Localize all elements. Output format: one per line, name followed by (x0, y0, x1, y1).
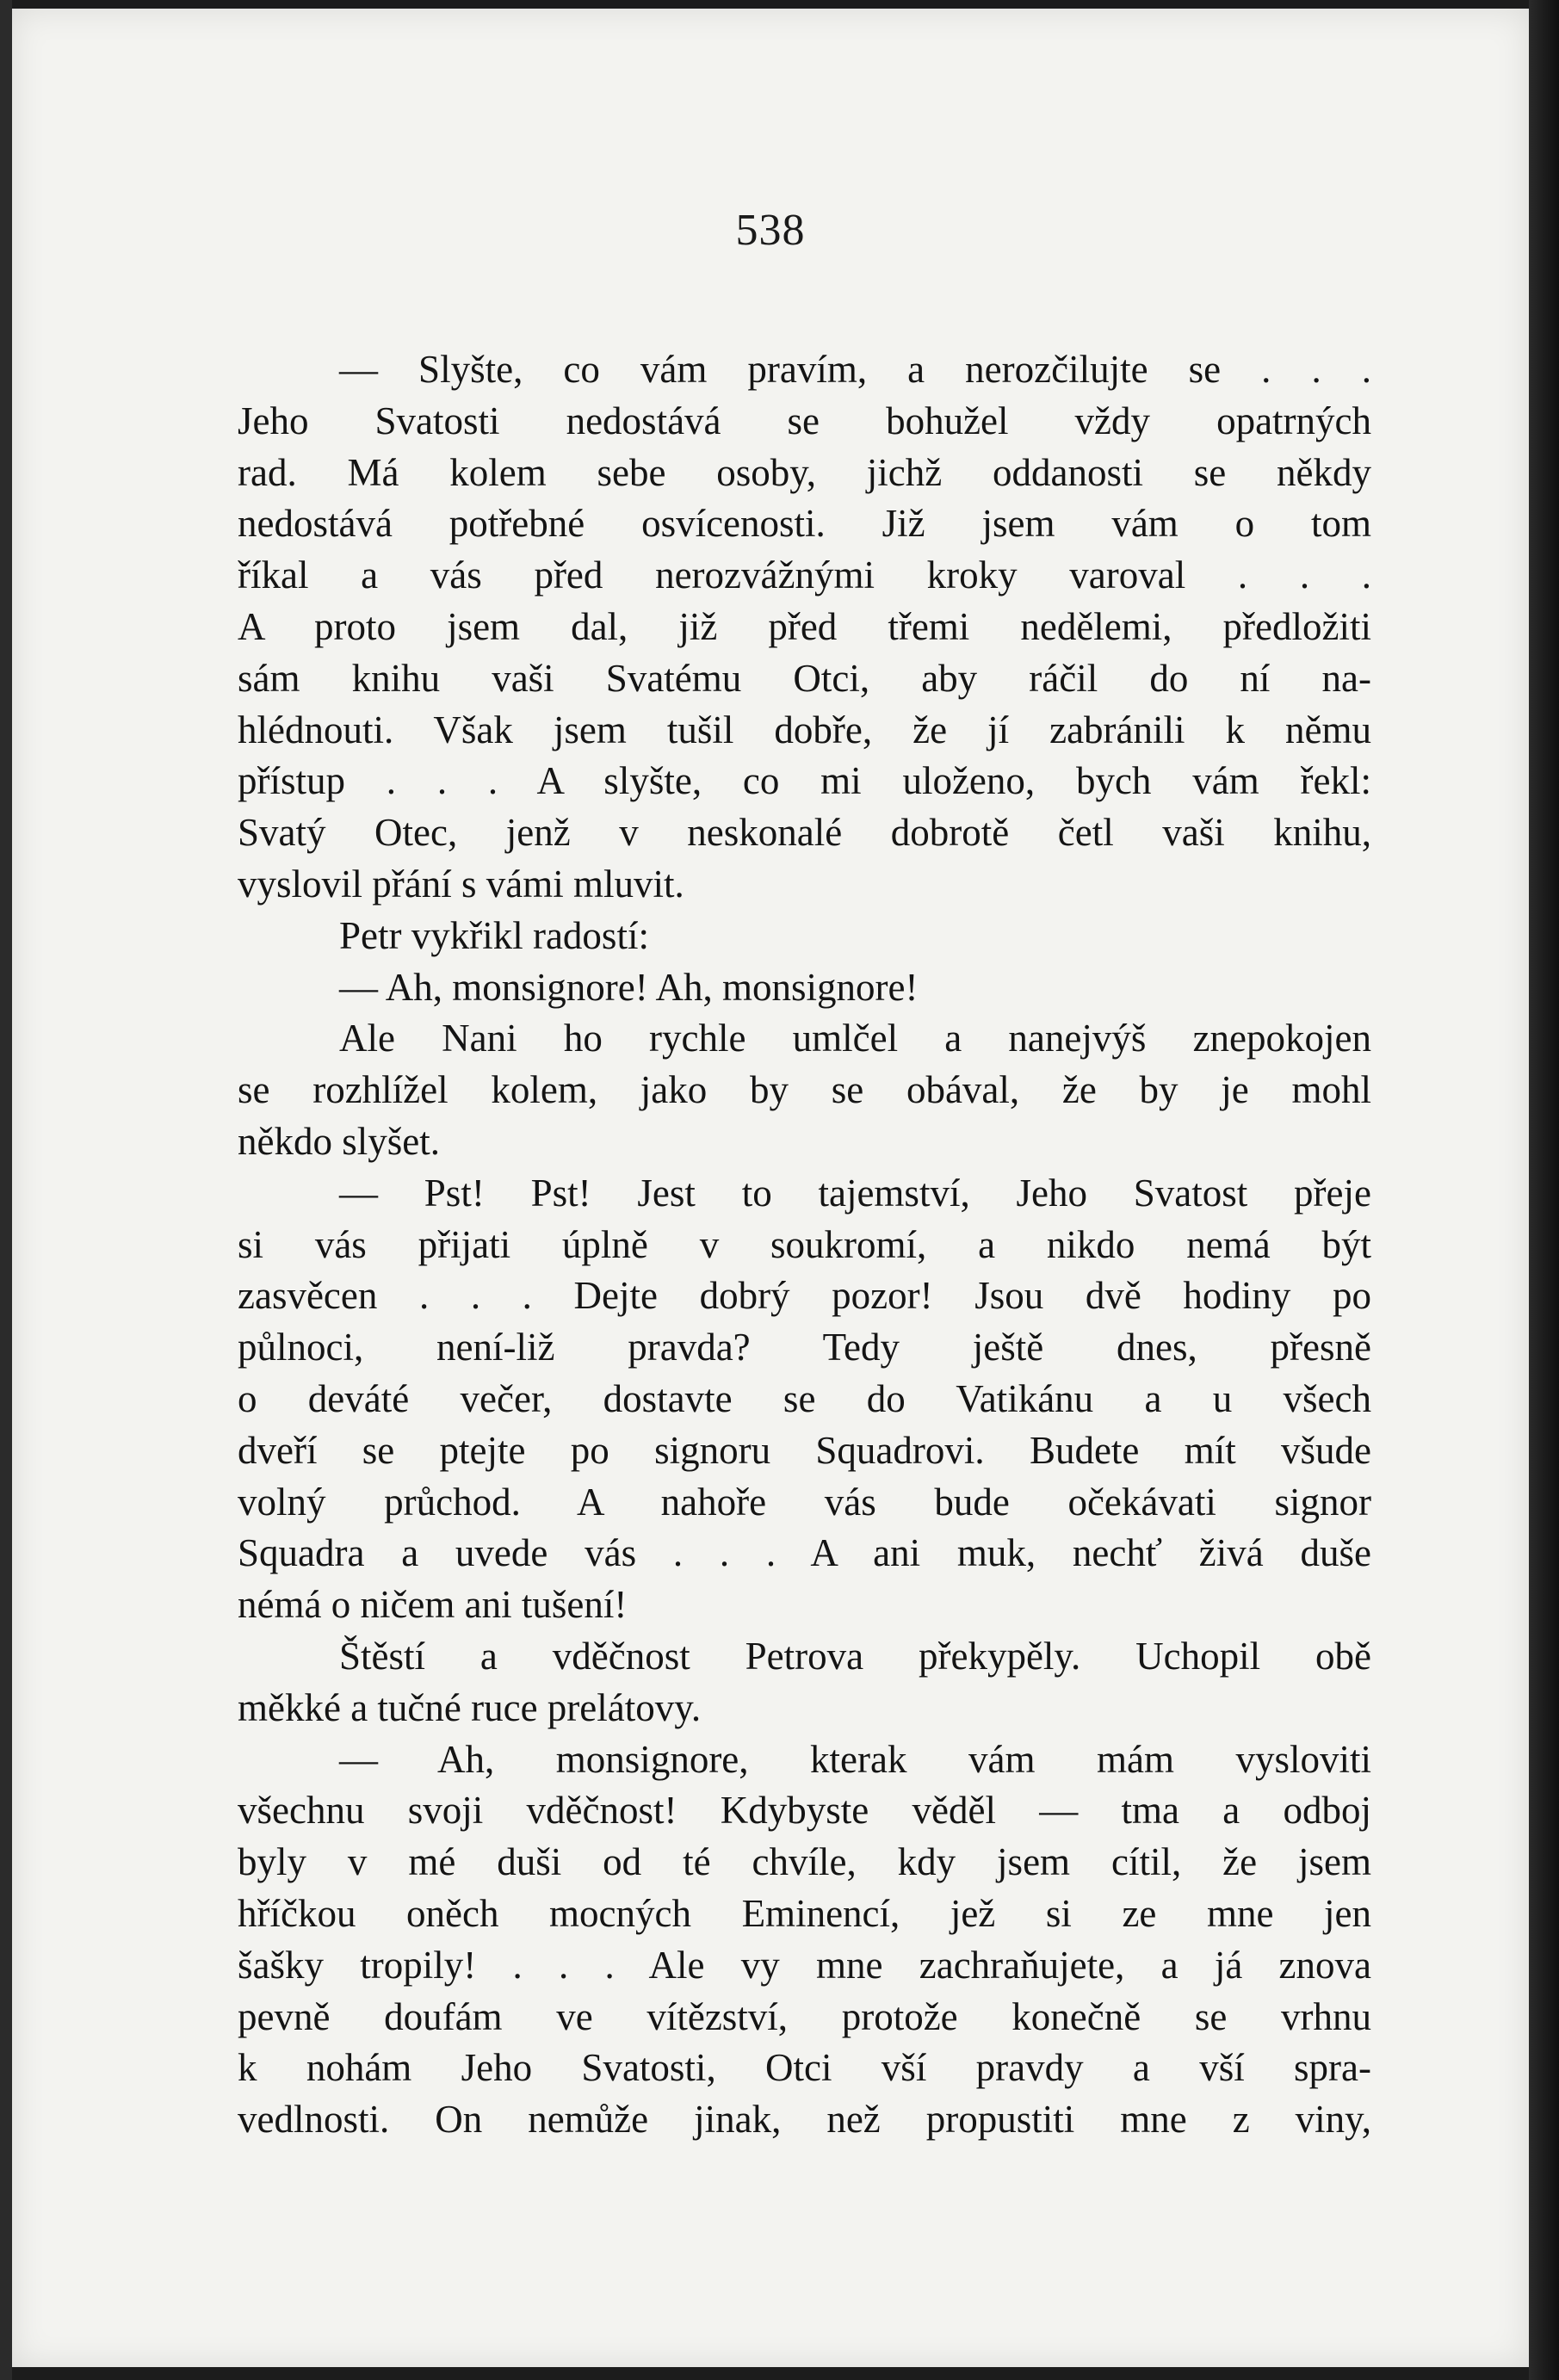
text-line: se rozhlížel kolem, jako by se obával, že by je mohl (238, 1068, 1371, 1112)
text-line: Squadra a uvede vás . . . A ani muk, nechť živá duše (238, 1531, 1371, 1575)
text-line: si vás přijati úplně v soukromí, a nikdo nemá být (238, 1222, 1371, 1266)
text-line: měkké a tučné ruce prelátovy. (238, 1685, 702, 1729)
text-line: říkal a vás před nerozvážnými kroky varoval . . . (238, 553, 1371, 597)
text-line: vedlnosti. On nemůže jinak, než propustiti mne z viny, (238, 2098, 1371, 2142)
text-line: volný průchod. A nahoře vás bude očekávati signor (238, 1480, 1371, 1524)
text-line: Ale Nani ho rychle umlčel a nanejvýš znepokojen (339, 1017, 1371, 1060)
text-line: všechnu svoji vděčnost! Kdybyste věděl — tma a odboj (238, 1789, 1371, 1833)
text-line: pevně doufám ve vítězství, protože konečně se vrhnu (238, 1994, 1371, 2038)
text-line: Petr vykřikl radostí: (339, 913, 649, 957)
text-line: Štěstí a vděčnost Petrova překypěly. Uchopil obě (339, 1634, 1371, 1678)
text-line: — Pst! Pst! Jest to tajemství, Jeho Svatost přeje (339, 1171, 1371, 1215)
page-number: 538 (735, 206, 806, 255)
text-line: zasvěcen . . . Dejte dobrý pozor! Jsou dvě hodiny po (238, 1274, 1371, 1318)
text-line: k nohám Jeho Svatosti, Otci vší pravdy a vší spra- (238, 2046, 1371, 2090)
text-line: — Ah, monsignore, kterak vám mám vysloviti (339, 1737, 1371, 1781)
text-line: — Slyšte, co vám pravím, a nerozčilujte se . . . (339, 348, 1371, 391)
text-line: Svatý Otec, jenž v neskonalé dobrotě četl vaši knihu, (238, 811, 1371, 855)
page-text (238, 344, 1371, 2146)
text-line: nedostává potřebné osvícenosti. Již jsem vám o tom (238, 502, 1371, 546)
text-line: hlédnouti. Však jsem tušil dobře, že jí zabránili k němu (238, 708, 1371, 751)
text-line: někdo slyšet. (238, 1119, 440, 1163)
text-line: sám knihu vaši Svatému Otci, aby ráčil do ní na- (238, 656, 1371, 700)
text-line: némá o ničem ani tušení! (238, 1583, 628, 1627)
text-line: dveří se ptejte po signoru Squadrovi. Budete mít všude (238, 1428, 1371, 1472)
text-line: o deváté večer, dostavte se do Vatikánu a u všech (238, 1376, 1371, 1420)
text-line: rad. Má kolem sebe osoby, jichž oddanosti se někdy (238, 450, 1371, 494)
text-line: Jeho Svatosti nedostává se bohužel vždy opatrných (238, 399, 1371, 442)
text-line: vyslovil přání s vámi mluvit. (238, 862, 684, 906)
text-line: přístup . . . A slyšte, co mi uloženo, bych vám řekl: (238, 759, 1371, 803)
text-line: hříčkou oněch mocných Eminencí, jež si ze mne jen (238, 1891, 1371, 1935)
text-line: šašky tropily! . . . Ale vy mne zachraňujete, a já znova (238, 1943, 1371, 1987)
text-line: půlnoci, není-liž pravda? Tedy ještě dnes, přesně (238, 1326, 1371, 1369)
scanned-book-page (12, 9, 1529, 2367)
text-line: — Ah, monsignore! Ah, monsignore! (339, 965, 919, 1009)
text-line: byly v mé duši od té chvíle, kdy jsem cítil, že jsem (238, 1840, 1371, 1884)
left-page-edge (0, 0, 12, 2380)
text-line: A proto jsem dal, již před třemi nedělemi, předložiti (238, 604, 1371, 648)
right-page-edge (1529, 0, 1559, 2380)
